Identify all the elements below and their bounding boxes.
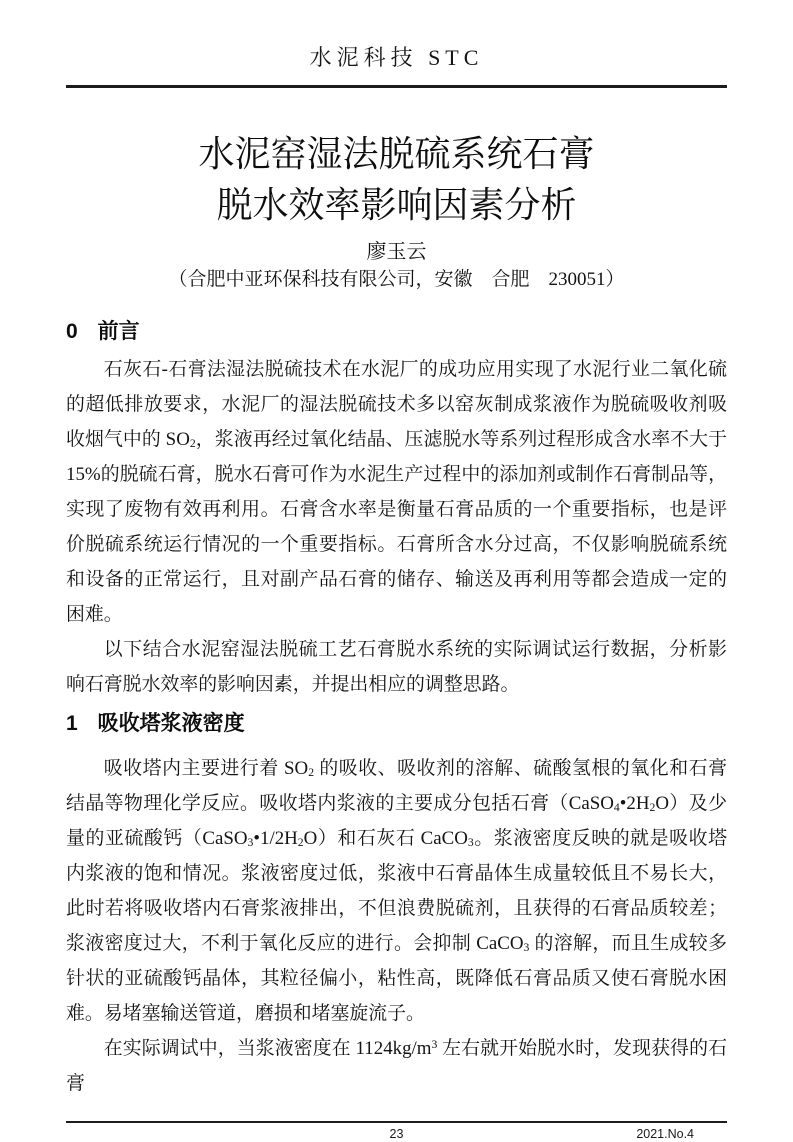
page-number: 23	[66, 1127, 727, 1142]
header-divider	[66, 85, 727, 88]
section-number: 0	[66, 317, 78, 347]
article-title-line-2: 脱水效率影响因素分析	[216, 184, 576, 225]
footer-divider	[66, 1121, 727, 1124]
paragraph: 石灰石-石膏法湿法脱硫技术在水泥厂的成功应用实现了水泥行业二氧化硫的超低排放要求，水泥厂的湿法脱硫技术多以窑灰制成浆液作为脱硫吸收剂吸收烟气中的 $SO_2$，浆液再经过氧化结晶、压滤脱水等系列过程形成含水率不大于 15%的脱硫石膏，脱水石膏可作为水泥生产过程中的添加剂或制作石膏制品等，实现了废物有效再利用。石膏含水率是衡量石膏品质的一个重要指标，也是评价脱硫系统运行情况的一个重要指标。石膏所含水分过高，不仅影响脱硫系统和设备的正常运行，且对副产品石膏的储存、输送及再利用等都会造成一定的困难。	[66, 352, 727, 632]
article-body	[66, 317, 727, 1101]
section-heading-1	[66, 709, 727, 739]
journal-title: 水泥科技 STC	[66, 0, 727, 70]
article-title-line-1: 水泥窑湿法脱硫系统石膏	[198, 133, 594, 174]
section-title: 吸收塔浆液密度	[98, 712, 245, 735]
paragraph: 吸收塔内主要进行着 $SO_2$ 的吸收、吸收剂的溶解、硫酸氢根的氧化和石膏结晶等物理化学反应。吸收塔内浆液的主要成分包括石膏$(CaSO_4•2H_2O)$及少量的亚硫酸钙$(CaSO_3•1/2H_2O)$和石灰石 CaCO$_3$。浆液密度反映的就是吸收塔内浆液的饱和情况。浆液密度过低，浆液中石膏晶体生成量较低且不易长大，此时若将吸收塔内石膏浆液排出，不但浪费脱硫剂，且获得的石膏品质较差；浆液密度过大，不利于氧化反应的进行。会抑制 CaCO$_3$ 的溶解，而且生成较多针状的亚硫酸钙晶体，其粒径偏小，粘性高，既降低石膏品质又使石膏脱水困难。易堵塞输送管道，磨损和堵塞旋流子。	[66, 751, 727, 1031]
issue-label: 2021.No.4	[636, 1127, 694, 1142]
page-footer	[66, 1121, 727, 1142]
author-affiliation: （合肥中亚环保科技有限公司，安徽 合肥 230051）	[66, 267, 727, 293]
section-number: 1	[66, 709, 78, 739]
section-title: 前言	[98, 320, 140, 343]
paragraph: 以下结合水泥窑湿法脱硫工艺石膏脱水系统的实际调试运行数据，分析影响石膏脱水效率的影响因素，并提出相应的调整思路。	[66, 632, 727, 702]
section-heading-0	[66, 317, 727, 347]
paragraph: 在实际调试中，当浆液密度在 $1124kg/m^3$ 左右就开始脱水时，发现获得的石膏	[66, 1031, 727, 1101]
article-title	[66, 128, 727, 230]
author-name: 廖玉云	[66, 239, 727, 265]
page-header	[66, 0, 727, 88]
